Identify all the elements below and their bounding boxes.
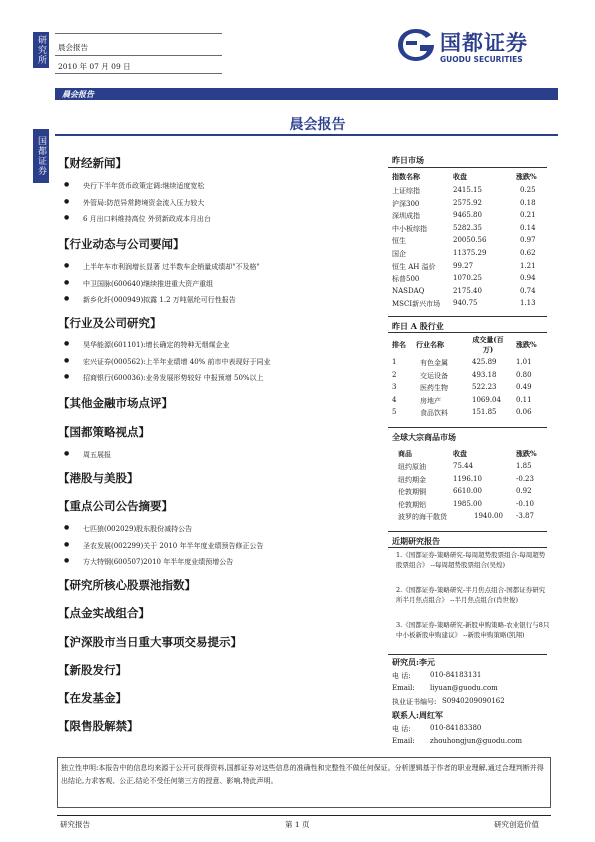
report-link[interactable]: 3.《国都证券-策略研究-新股申购策略-农业银行与8只中小板新股申购建议》 --新股申购策略(凯翔) bbox=[396, 621, 550, 639]
market-row-change: 1.21 bbox=[520, 261, 536, 270]
industry-col-volume: 成交量(百万) bbox=[472, 335, 504, 354]
section-item-text: 七匹狼(002029)股东股份减持公告 bbox=[83, 525, 193, 533]
market-row-close: 20050.56 bbox=[453, 236, 487, 245]
industry-row-rank: 3 bbox=[392, 383, 397, 392]
commodity-row-change: 1.85 bbox=[516, 462, 532, 470]
industry-row-change: 0.11 bbox=[516, 395, 532, 404]
contact-2-phone: 010-84183380 bbox=[430, 724, 482, 732]
contact-2-phone-label: 电 话: bbox=[392, 725, 411, 733]
market-row-close: 1070.25 bbox=[453, 274, 482, 283]
footer-left: 研究报告 bbox=[60, 820, 90, 829]
section-heading: 【重点公司公告摘要】 bbox=[58, 499, 173, 513]
section-item-text: 央行下半年货币政策定调:继续适度宽松 bbox=[83, 182, 205, 190]
market-row-change: 0.97 bbox=[520, 236, 536, 245]
industry-row-change: 0.06 bbox=[516, 408, 532, 417]
footer-page: 第 1 页 bbox=[285, 820, 310, 829]
title-underline bbox=[55, 134, 558, 136]
section-heading: 【财经新闻】 bbox=[58, 156, 127, 170]
section-bar bbox=[55, 88, 558, 100]
market-row-close: 5282.35 bbox=[453, 223, 482, 232]
industry-title: 昨日 A 股行业 bbox=[392, 321, 444, 331]
disclaimer-box bbox=[57, 757, 551, 808]
section-item-text: 昊华能源(601101):增长确定的特种无烟煤企业 bbox=[83, 341, 230, 349]
section-heading: 【在发基金】 bbox=[58, 691, 127, 705]
footer-right: 研究创造价值 bbox=[494, 820, 539, 829]
section-heading: 【新股发行】 bbox=[58, 663, 127, 677]
commodity-col-change: 涨跌% bbox=[516, 449, 537, 458]
section-heading: 【港股与美股】 bbox=[58, 471, 139, 485]
section-item-text: 新乡化纤(000949)拟露 1.2 万吨氨纶可行性报告 bbox=[83, 296, 236, 304]
market-row-change: 0.18 bbox=[520, 198, 536, 207]
commodity-row-change: 0.92 bbox=[516, 487, 532, 496]
section-heading: 【限售股解禁】 bbox=[58, 719, 139, 733]
industry-col-rank: 排名 bbox=[392, 340, 406, 349]
reports-title: 近期研究报告 bbox=[392, 536, 440, 546]
market-row-change: 0.62 bbox=[520, 249, 536, 257]
contact-1-cert-label: 执业证书编号: bbox=[392, 698, 437, 706]
section-heading: 【其他金融市场点评】 bbox=[58, 396, 173, 410]
industry-row-volume: 493.18 bbox=[472, 370, 497, 379]
logo-text-en: GUODU SECURITIES bbox=[440, 55, 523, 64]
industry-row-rank: 4 bbox=[392, 395, 397, 404]
guodu-logo bbox=[396, 25, 556, 69]
market-row-change: 0.74 bbox=[520, 286, 536, 295]
industry-row-name: 食品饮料 bbox=[420, 409, 448, 418]
section-heading: 【行业动态与公司要闻】 bbox=[58, 237, 185, 251]
industry-row-name: 交运设备 bbox=[420, 371, 448, 380]
section-item-text: 6 月出口料维持高位 外贸新政成本月出台 bbox=[83, 215, 211, 223]
industry-col-name: 行业名称 bbox=[416, 340, 444, 349]
market-row-name: MSCI新兴市场 bbox=[392, 300, 441, 309]
market-col-close: 收盘 bbox=[453, 172, 467, 181]
section-heading: 【国都策略视点】 bbox=[58, 425, 150, 439]
market-row-close: 2575.92 bbox=[453, 198, 482, 207]
contact-2-email-label: Email: bbox=[392, 737, 415, 745]
market-row-change: 1.13 bbox=[520, 299, 536, 308]
market-row-close: 9465.80 bbox=[453, 211, 482, 220]
commodity-col-name: 商品 bbox=[398, 449, 412, 458]
market-row-name: 标普500 bbox=[392, 275, 420, 284]
main-title: 晨会报告 bbox=[289, 117, 346, 133]
section-item-text: 上半年车市利润增长显著 过半数车企销量成绩却"不及格" bbox=[83, 263, 260, 271]
section-item-text: 周五展报 bbox=[83, 451, 111, 459]
industry-row-name: 医药生物 bbox=[420, 384, 448, 393]
section-item-text: 宏兴证券(000562):上半年业绩增 40% 前市中表现好于同业 bbox=[83, 358, 271, 366]
contact-2-email[interactable]: zhouhongjun@guodu.com bbox=[430, 737, 523, 745]
market-col-name: 指数名称 bbox=[392, 172, 420, 181]
commodity-row-change: -3.87 bbox=[516, 512, 534, 521]
commodity-row-change: -0.23 bbox=[516, 474, 534, 483]
section-item-text: 方大特钢(600507)2010 年半年度业绩预增公告 bbox=[83, 558, 234, 566]
disclaimer-text: 独立性申明:本报告中的信息均来源于公开可获得资料,国都证券对这些信息的准确性和完整性不做任何保证。分析逻辑基于作者的职业理解,通过合理判断并得出结论,力求客观、公正,结论不受任何第三方的授意、影响,特此声明。 bbox=[61, 764, 544, 785]
market-row-name: 中小板综指 bbox=[392, 224, 427, 233]
side-label-guodu: 国都证券 bbox=[33, 129, 49, 183]
industry-row-volume: 1069.04 bbox=[472, 395, 501, 404]
logo-mark-icon bbox=[396, 27, 436, 63]
industry-row-name: 房地产 bbox=[420, 396, 441, 405]
market-row-name: 沪深300 bbox=[392, 199, 420, 208]
market-row-name: 上证综指 bbox=[392, 187, 420, 195]
report-link[interactable]: 1.《国都证券-策略研究-每周超势股票组合-每周超势股票组合》 --每周超势股票组合(吴煌) bbox=[396, 551, 546, 569]
market-row-change: 0.21 bbox=[520, 211, 536, 220]
industry-row-volume: 425.89 bbox=[472, 358, 497, 366]
commodity-row-close: 75.44 bbox=[453, 462, 474, 470]
commodity-row-name: 伦敦期铜 bbox=[398, 488, 426, 497]
industry-row-rank: 5 bbox=[392, 408, 397, 417]
market-row-name: 恒生 AH 溢价 bbox=[392, 262, 436, 271]
market-row-close: 940.75 bbox=[453, 299, 478, 308]
commodity-row-name: 波罗的海干散货 bbox=[398, 513, 447, 522]
section-heading: 【行业及公司研究】 bbox=[58, 316, 162, 330]
commodity-title: 全球大宗商品市场 bbox=[392, 432, 456, 442]
industry-row-name: 有色金属 bbox=[420, 359, 448, 367]
market-row-change: 0.94 bbox=[520, 274, 536, 283]
market-row-close: 99.27 bbox=[453, 261, 474, 270]
market-title: 昨日市场 bbox=[392, 155, 424, 165]
section-item-text: 外管局:防范异常跨境资金流入压力较大 bbox=[83, 199, 205, 207]
commodity-row-name: 伦敦期铝 bbox=[398, 500, 426, 509]
section-heading: 【点金实战组合】 bbox=[58, 606, 150, 620]
industry-row-change: 0.49 bbox=[516, 383, 532, 392]
report-date: 2010 年 07 月 09 日 bbox=[58, 62, 131, 71]
market-row-name: NASDAQ bbox=[392, 286, 425, 295]
industry-row-change: 1.01 bbox=[516, 358, 532, 366]
side-label-research: 研究所 bbox=[33, 32, 49, 68]
industry-row-rank: 2 bbox=[392, 370, 397, 379]
commodity-col-close: 收盘 bbox=[453, 449, 467, 458]
commodity-row-name: 纽约期金 bbox=[398, 475, 426, 484]
contact-2-name: 联系人:周红军 bbox=[392, 710, 443, 720]
market-row-name: 深圳成指 bbox=[392, 212, 420, 221]
section-item-text: 招商银行(600036):业务发展形势较好 中报预增 50%以上 bbox=[83, 374, 264, 382]
commodity-row-close: 1196.10 bbox=[453, 474, 482, 483]
industry-row-volume: 151.85 bbox=[472, 408, 497, 417]
market-row-close: 2415.15 bbox=[453, 186, 482, 194]
contact-1-phone: 010-84183131 bbox=[430, 671, 482, 679]
commodity-row-close: 1985.00 bbox=[453, 499, 482, 508]
market-row-change: 0.25 bbox=[520, 186, 536, 194]
contact-1-email[interactable]: liyuan@guodu.com bbox=[430, 684, 498, 692]
commodity-row-name: 纽约原油 bbox=[398, 463, 426, 471]
section-heading: 【沪深股市当日重大事项交易提示】 bbox=[58, 635, 242, 649]
industry-row-volume: 522.23 bbox=[472, 383, 497, 392]
logo-text-cn: 国都证券 bbox=[440, 30, 528, 55]
contact-1-phone-label: 电 话: bbox=[392, 672, 411, 680]
commodity-row-close: 1940.00 bbox=[474, 512, 503, 521]
market-row-name: 国企 bbox=[392, 250, 406, 258]
doc-type: 晨会报告 bbox=[58, 43, 88, 52]
commodity-row-change: -0.10 bbox=[516, 499, 534, 508]
contact-1-name: 研究员:李元 bbox=[392, 657, 435, 667]
market-row-change: 0.14 bbox=[520, 223, 536, 232]
section-bar-label: 晨会报告 bbox=[62, 89, 94, 99]
market-row-name: 恒生 bbox=[392, 237, 406, 246]
report-link[interactable]: 2.《国都证券-策略研究-半月焦点组合-国都证券研究所半月焦点组合》 --半月焦点组合(肖世俊) bbox=[396, 586, 546, 604]
section-item-text: 圣农发展(002299)关于 2010 年半年度业绩预告修正公告 bbox=[83, 542, 264, 550]
industry-row-change: 0.80 bbox=[516, 370, 532, 379]
section-item-text: 中卫国脉(600640)继续推进重大资产重组 bbox=[83, 280, 214, 288]
contact-1-email-label: Email: bbox=[392, 684, 415, 692]
commodity-row-close: 6610.00 bbox=[453, 487, 482, 496]
contact-1-cert: S0940209090162 bbox=[442, 697, 505, 705]
market-row-close: 11375.29 bbox=[453, 249, 487, 257]
industry-row-rank: 1 bbox=[392, 358, 397, 366]
industry-col-change: 涨跌% bbox=[516, 340, 537, 349]
market-row-close: 2175.40 bbox=[453, 286, 482, 295]
section-heading: 【研究所核心股票池指数】 bbox=[58, 578, 196, 592]
market-col-change: 涨跌% bbox=[516, 172, 537, 181]
